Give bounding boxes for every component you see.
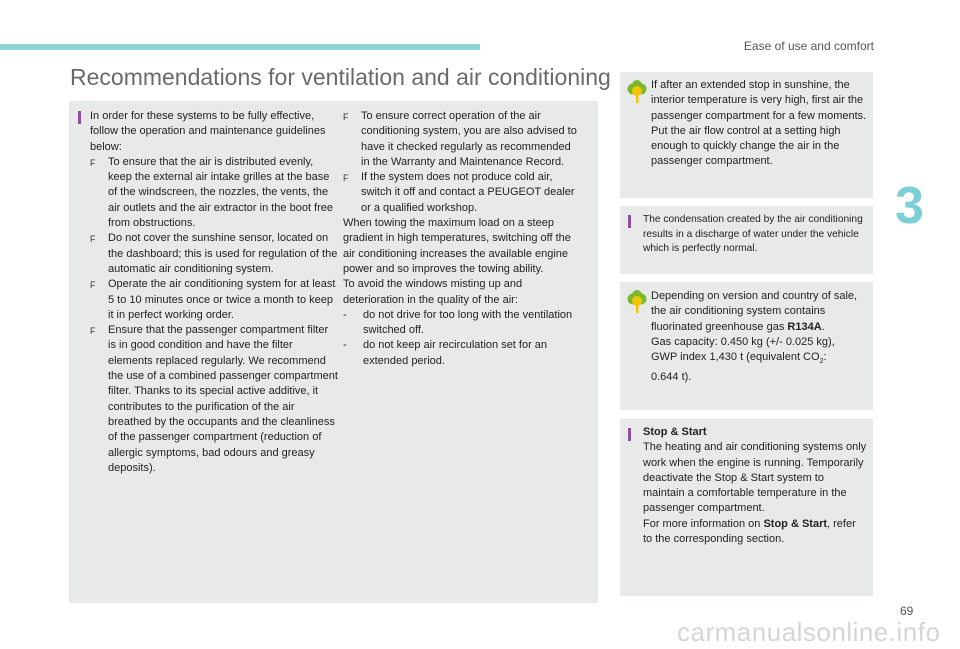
chapter-number: 3 xyxy=(895,177,924,235)
info-marker xyxy=(628,428,631,441)
list-item: F Ensure that the passenger compartment filter is in good condition and have the filter elements replaced regularly. We recommend the use of a combined passenger compartment filter. Thanks to its special active additive, it contributes to the purification of the air breathed by the occupants and the cleanliness of the passenger compartment (reduction of allergic symptoms, bad odours and greasy deposits). xyxy=(90,323,338,476)
stop-start-heading: Stop & Start xyxy=(643,426,707,438)
list-item: F To ensure that the air is distributed evenly, keep the external air intake grilles at the base of the windscreen, the nozzles, the vents, the air outlets and the air extractor in the boot free from obstructions. xyxy=(90,155,338,231)
bullet-icon: F xyxy=(90,326,96,337)
list-item: F Operate the air conditioning system for at least 5 to 10 minutes once or twice a month to keep it in perfect working order. xyxy=(90,277,338,323)
condensation-note-text: The condensation created by the air conditioning results in a discharge of water under the vehicle which is perfectly normal. xyxy=(643,214,863,254)
environment-tree-icon xyxy=(626,80,648,104)
info-marker xyxy=(78,111,81,124)
info-marker xyxy=(628,215,631,228)
recommendations-column-2 xyxy=(343,109,579,369)
dash-bullet: - xyxy=(343,339,347,352)
stop-start-reference: Stop & Start xyxy=(763,517,828,530)
intro-text: In order for these systems to be fully effective, follow the operation and maintenance guidelines below: xyxy=(90,110,326,153)
recommendations-column-1 xyxy=(90,109,338,476)
page-number: 69 xyxy=(900,604,914,618)
header-rule xyxy=(0,44,480,50)
list-item: - do not drive for too long with the ventilation switched off. xyxy=(343,308,579,339)
towing-text: When towing the maximum load on a steep gradient in high temperatures, switching off the air conditioning increases the available engine power and so improves the towing ability. xyxy=(343,217,571,275)
page-title: Recommendations for ventilation and air conditioning xyxy=(70,64,611,90)
dash-bullet: - xyxy=(343,308,347,321)
bullet-icon: F xyxy=(90,280,96,291)
watermark: carmanualsonline.info xyxy=(677,617,941,647)
bullet-icon: F xyxy=(343,112,349,122)
misting-intro: To avoid the windows misting up and deterioration in the quality of the air: xyxy=(343,278,523,306)
bullet-icon: F xyxy=(90,157,96,168)
bullet-icon: F xyxy=(90,234,96,245)
bullet-icon: F xyxy=(343,173,349,184)
environment-tree-icon xyxy=(626,290,648,314)
list-item: F To ensure correct operation of the air conditioning system, you are also advised to have it checked regularly as recommended in the Warranty and Maintenance Record. xyxy=(343,109,579,170)
section-label: Ease of use and comfort xyxy=(743,39,874,53)
list-item: F Do not cover the sunshine sensor, located on the dashboard; this is used for regulation of the automatic air conditioning system. xyxy=(90,231,338,277)
greenhouse-gas-text: Depending on version and country of sale, the air conditioning system contains fluorinated greenhouse gas R134A. Gas capacity: 0.450 kg (+/- 0.025 kg), GWP index 1,430 t (equivalent $CO_2$: 0.644 t). xyxy=(651,290,858,383)
stop-start-text: Stop & Start The heating and air conditioning systems only work when the engine is running. Temporarily deactivate the Stop & Start system to maintain a comfortable temperature in the passenger compartment. For more information on Stop & Start, refer to the corresponding section. xyxy=(643,426,867,546)
list-item: F If the system does not produce cold air, switch it off and contact a PEUGEOT dealer or a qualified workshop. xyxy=(343,170,579,216)
gas-name: R134A xyxy=(787,320,822,333)
list-item: - do not keep air recirculation set for an extended period. xyxy=(343,338,579,369)
sunshine-note-text: If after an extended stop in sunshine, the interior temperature is very high, first air the passenger compartment for a few moments. Put the air flow control at a setting high enough to quickly change the air in the passenger compartment. xyxy=(651,79,867,168)
